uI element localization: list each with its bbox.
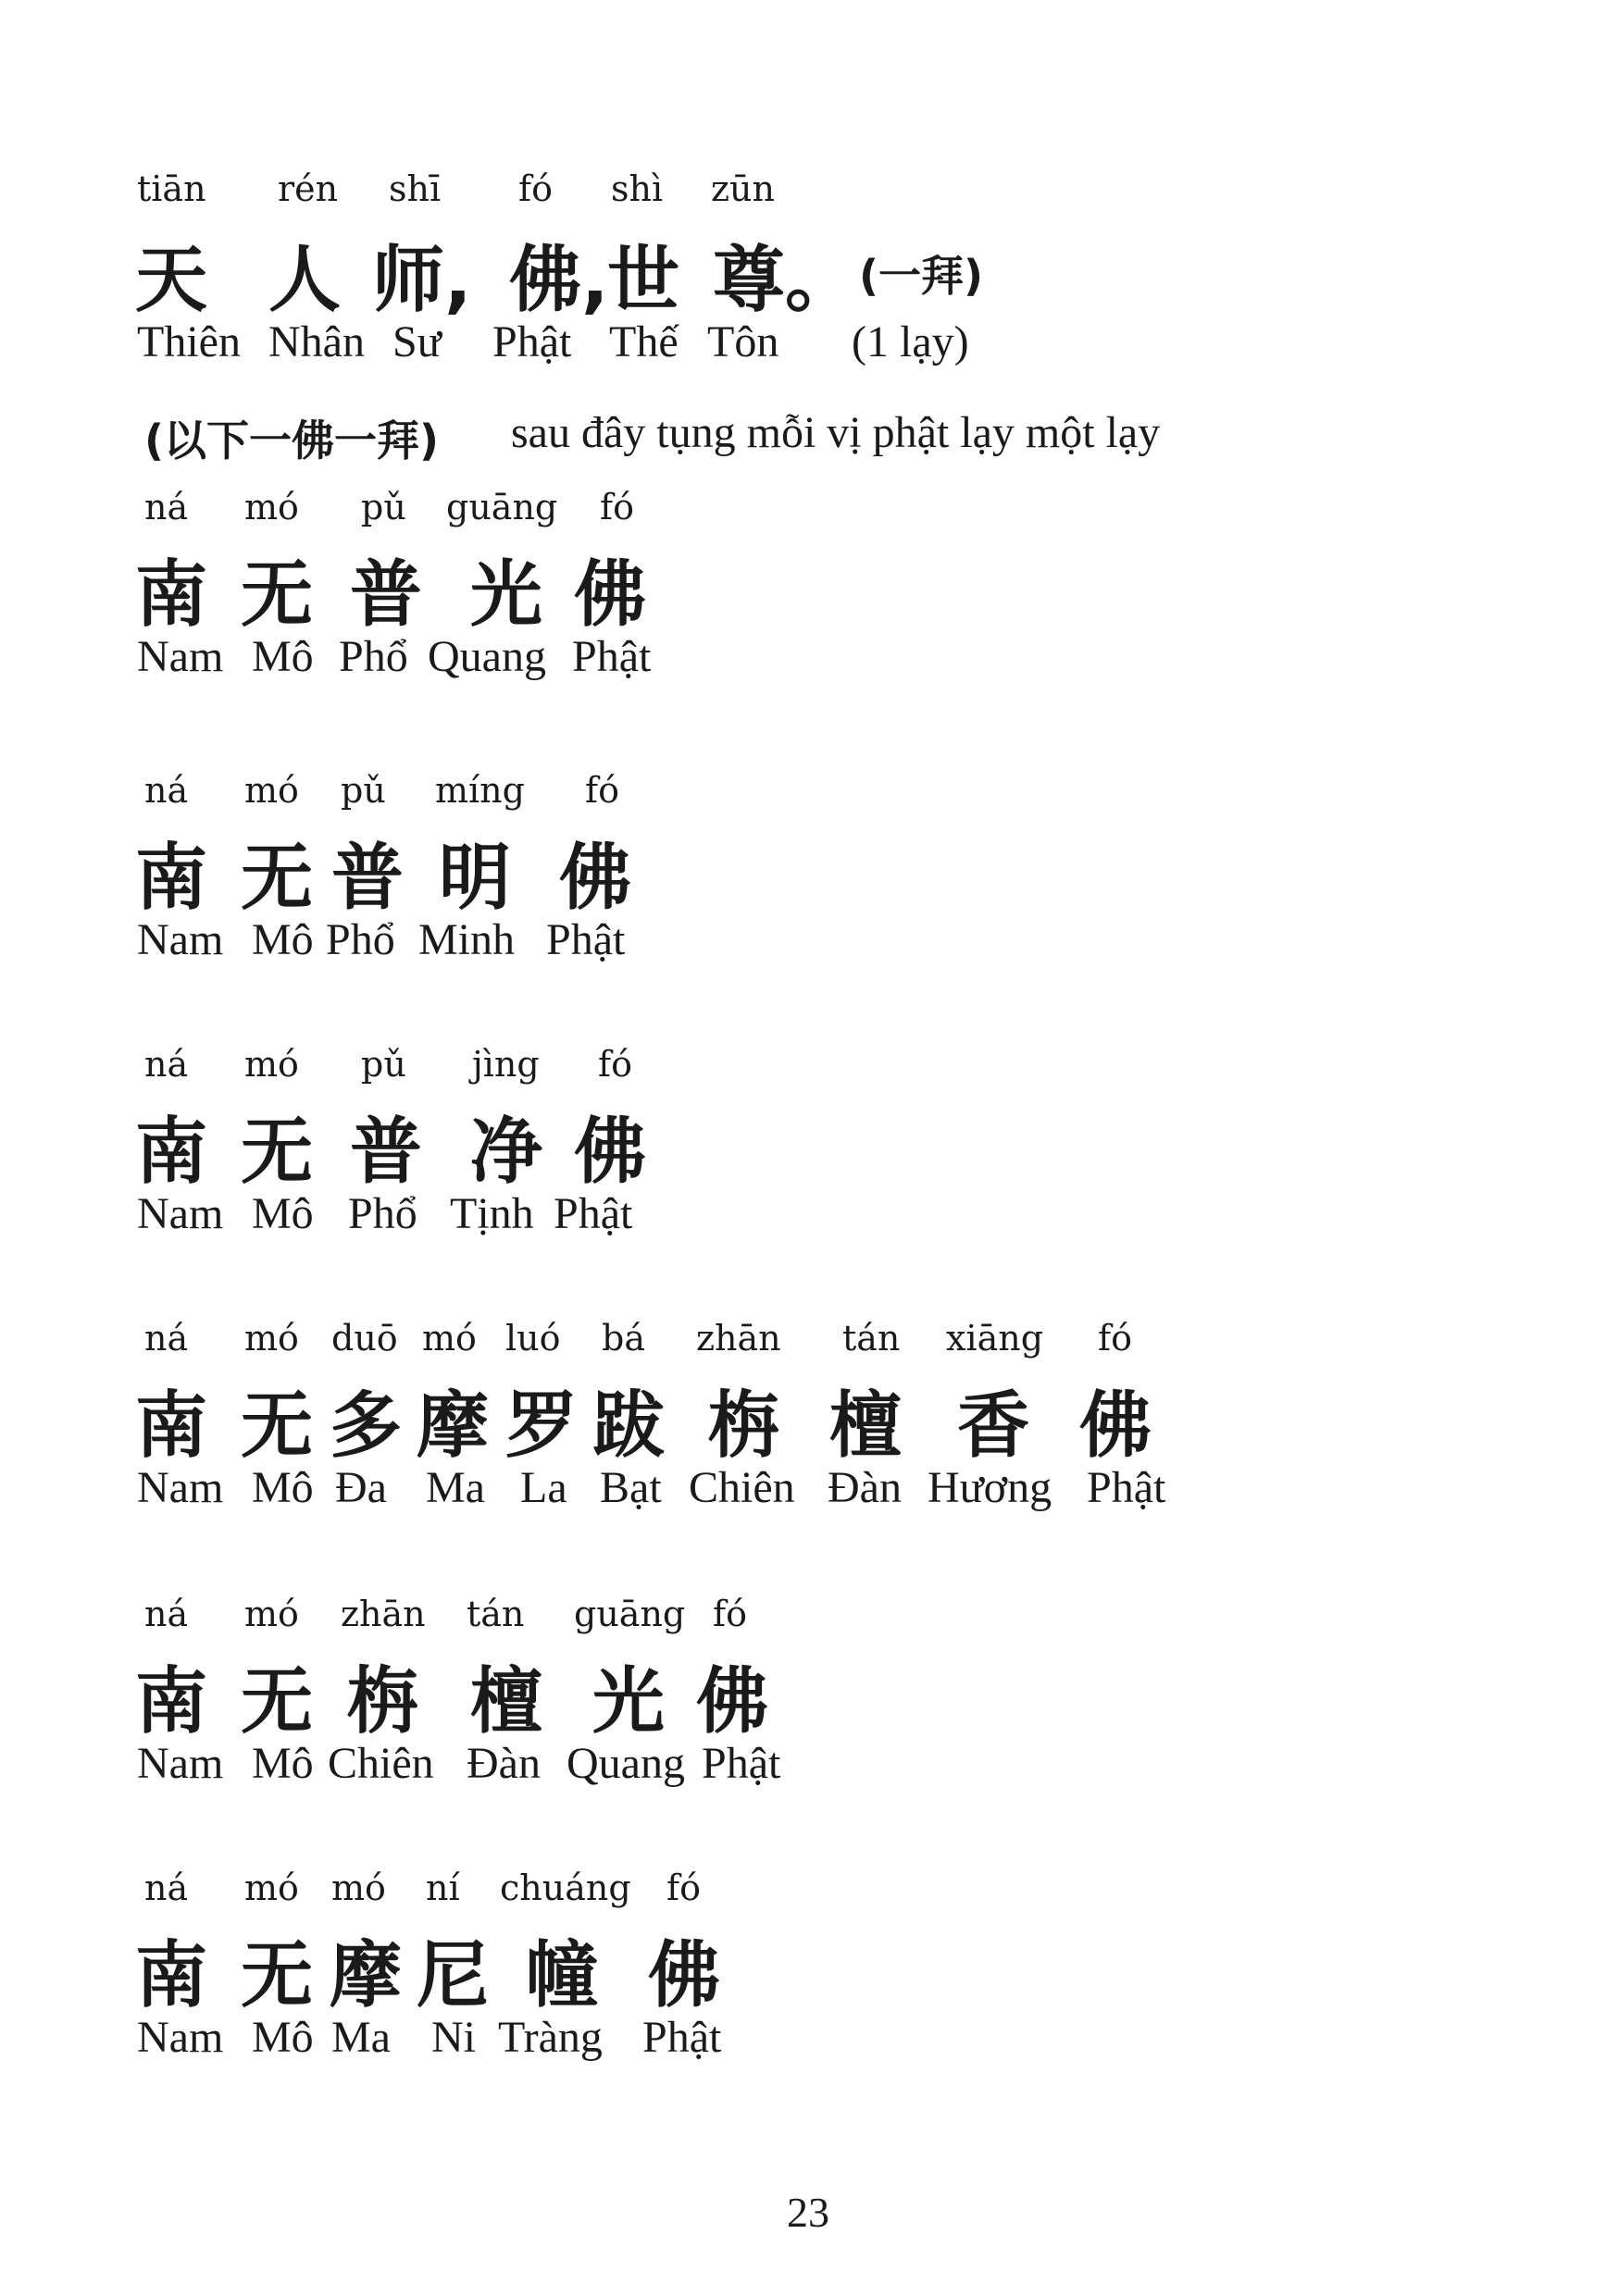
viet-word: Phổ (348, 1189, 417, 1238)
viet-word: Phổ (326, 915, 395, 964)
viet-word: Nhân (268, 317, 365, 366)
pinyin-syllable: luó (505, 1318, 561, 1359)
page-number: 23 (787, 2189, 829, 2236)
viet-word: Chiên (689, 1463, 795, 1512)
viet-word: Mô (252, 632, 314, 681)
hanzi-char: 南 (135, 837, 208, 920)
viet-word: Phật (554, 1189, 633, 1238)
hanzi-char: 罗 (505, 1384, 579, 1468)
hanzi-char: 天 (135, 239, 208, 322)
pinyin-syllable: mó (244, 487, 299, 527)
bow-note: (一拜) (859, 251, 984, 301)
pinyin-syllable: zhān (696, 1318, 781, 1359)
hanzi-char: 佛 (1079, 1384, 1152, 1468)
pinyin-syllable: tiān (137, 168, 206, 209)
viet-word: Ma (426, 1463, 485, 1512)
pinyin-syllable: fó (1098, 1318, 1132, 1359)
pinyin-syllable: shī (389, 168, 442, 209)
instruction-chinese: (以下一佛一拜) (144, 416, 440, 465)
hanzi-char: 南 (135, 553, 208, 637)
hanzi-char: 南 (135, 1934, 208, 2017)
hanzi-char: 世 (607, 239, 680, 322)
viet-word: Nam (137, 2013, 224, 2062)
viet-word: Mô (252, 915, 314, 964)
viet-word: Ma (331, 2013, 391, 2062)
hanzi-char: 普 (350, 1111, 423, 1194)
hanzi-char: 尊。 (713, 239, 858, 322)
pinyin-syllable: mó (244, 1594, 299, 1634)
pinyin-syllable: fó (518, 168, 553, 209)
hanzi-char: 佛, (509, 239, 609, 322)
hanzi-char: 明 (439, 837, 512, 920)
pinyin-syllable: zūn (711, 168, 775, 209)
hanzi-char: 佛 (574, 553, 647, 637)
hanzi-char: 无 (241, 1111, 314, 1194)
pinyin-syllable: ná (144, 1044, 189, 1085)
pinyin-syllable: mó (244, 770, 299, 811)
pinyin-syllable: fó (585, 770, 619, 811)
hanzi-char: 佛 (559, 837, 632, 920)
hanzi-char: 摩 (417, 1384, 490, 1468)
hanzi-char: 檀 (470, 1660, 543, 1744)
pinyin-syllable: mó (331, 1868, 386, 1908)
hanzi-char: 檀 (829, 1384, 903, 1468)
pinyin-syllable: mó (244, 1044, 299, 1085)
hanzi-char: 尼 (417, 1934, 490, 2017)
pinyin-syllable: pǔ (361, 487, 406, 527)
hanzi-char: 佛 (696, 1660, 769, 1744)
viet-word: Quang (428, 632, 546, 681)
viet-word: Mô (252, 1463, 314, 1512)
viet-word: Sư (392, 317, 442, 366)
pinyin-syllable: shì (611, 168, 664, 209)
viet-word: Đàn (467, 1739, 541, 1788)
pinyin-syllable: bá (602, 1318, 645, 1359)
pinyin-syllable: ná (144, 1868, 189, 1908)
viet-word: Quang (567, 1739, 685, 1788)
viet-word: Phật (572, 632, 652, 681)
pinyin-syllable: ní (426, 1868, 460, 1908)
pinyin-syllable: pǔ (341, 770, 386, 811)
hanzi-char: 人 (268, 239, 342, 322)
viet-word: Phật (642, 2013, 722, 2062)
viet-word: Tôn (707, 317, 779, 366)
hanzi-char: 栴 (707, 1384, 780, 1468)
viet-word: La (520, 1463, 567, 1512)
viet-word: Mô (252, 1189, 314, 1238)
pinyin-syllable: mó (422, 1318, 477, 1359)
viet-word: Nam (137, 1463, 224, 1512)
viet-word: Nam (137, 1189, 224, 1238)
pinyin-syllable: ná (144, 1318, 189, 1359)
hanzi-char: 南 (135, 1111, 208, 1194)
viet-word: Phật (702, 1739, 781, 1788)
hanzi-char: 摩 (330, 1934, 403, 2017)
viet-word: Đa (335, 1463, 387, 1512)
pinyin-syllable: mó (244, 1868, 299, 1908)
hanzi-char: 无 (241, 1660, 314, 1744)
viet-word: Thế (609, 317, 679, 366)
hanzi-char: 光 (592, 1660, 666, 1744)
pinyin-syllable: pǔ (361, 1044, 406, 1085)
viet-word: Minh (418, 915, 516, 964)
pinyin-syllable: ná (144, 1594, 189, 1634)
pinyin-syllable: xiāng (946, 1318, 1044, 1359)
instruction-viet: sau đây tụng mỗi vị phật lạy một lạy (511, 408, 1161, 457)
viet-word: Phật (492, 317, 572, 366)
hanzi-char: 跋 (592, 1384, 666, 1468)
viet-word: Mô (252, 2013, 314, 2062)
pinyin-syllable: ná (144, 770, 189, 811)
hanzi-char: 南 (135, 1384, 208, 1468)
hanzi-char: 普 (331, 837, 405, 920)
hanzi-char: 普 (350, 553, 423, 637)
hanzi-char: 无 (241, 1384, 314, 1468)
pinyin-syllable: rén (278, 168, 339, 209)
pinyin-syllable: míng (435, 770, 525, 811)
viet-word: Phật (1087, 1463, 1166, 1512)
pinyin-syllable: jìng (472, 1044, 540, 1085)
pinyin-syllable: tán (467, 1594, 525, 1634)
pinyin-syllable: fó (598, 1044, 632, 1085)
hanzi-char: 佛 (648, 1934, 721, 2017)
pinyin-syllable: duō (331, 1318, 398, 1359)
viet-word: Mô (252, 1739, 314, 1788)
pinyin-syllable: chuáng (500, 1868, 631, 1908)
pinyin-syllable: fó (666, 1868, 701, 1908)
pinyin-syllable: guāng (446, 487, 558, 527)
viet-word: Phổ (339, 632, 408, 681)
hanzi-char: 南 (135, 1660, 208, 1744)
pinyin-syllable: zhān (341, 1594, 426, 1634)
viet-word: Chiên (328, 1739, 434, 1788)
viet-word: Hương (928, 1463, 1052, 1512)
viet-word: Tịnh (450, 1189, 534, 1238)
viet-word: Đàn (828, 1463, 902, 1512)
viet-word: Nam (137, 1739, 224, 1788)
viet-word: Phật (546, 915, 626, 964)
viet-word: Nam (137, 632, 224, 681)
pinyin-syllable: fó (600, 487, 634, 527)
viet-word: Nam (137, 915, 224, 964)
hanzi-char: 师, (372, 239, 472, 322)
viet-word: Tràng (498, 2013, 603, 2062)
viet-word: Ni (431, 2013, 476, 2062)
pinyin-syllable: ná (144, 487, 189, 527)
viet-word: Bạt (600, 1463, 662, 1512)
hanzi-char: 无 (241, 553, 314, 637)
hanzi-char: 栴 (346, 1660, 419, 1744)
hanzi-char: 光 (470, 553, 543, 637)
hanzi-char: 幢 (526, 1934, 599, 2017)
viet-note: (1 lạy) (852, 317, 969, 366)
pinyin-syllable: guāng (574, 1594, 686, 1634)
pinyin-syllable: fó (713, 1594, 747, 1634)
hanzi-char: 无 (241, 1934, 314, 2017)
viet-word: Thiên (137, 317, 241, 366)
hanzi-char: 香 (957, 1384, 1030, 1468)
hanzi-char: 净 (470, 1111, 543, 1194)
hanzi-char: 佛 (574, 1111, 647, 1194)
hanzi-char: 多 (330, 1384, 403, 1468)
hanzi-char: 无 (241, 837, 314, 920)
pinyin-syllable: mó (244, 1318, 299, 1359)
pinyin-syllable: tán (842, 1318, 901, 1359)
